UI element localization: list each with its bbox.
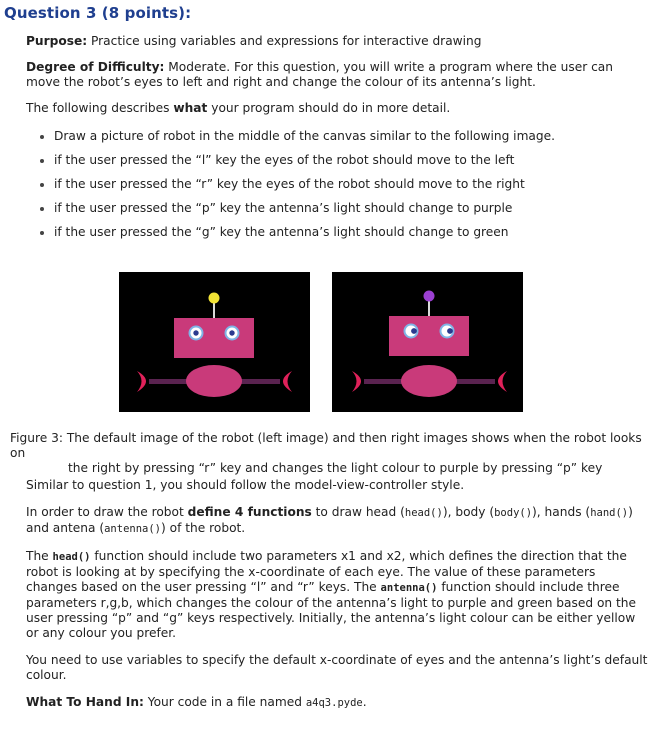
functions-text-5: ) and antena ( [26,505,633,535]
describes-paragraph [26,101,650,116]
code-head: head() [52,551,91,563]
right-hand [283,371,292,392]
code-antenna: antenna() [380,582,438,594]
similar-paragraph: Similar to question 1, you should follow the model-view-controller style. [26,478,465,492]
robot-body [401,365,457,397]
caption-line-2: the right by pressing “r” key and changes the light colour to purple by pressing “p” key [68,461,603,475]
functions-text-3: ), body ( [442,505,495,519]
robot-head [389,316,469,356]
robot-right-drawing [332,272,523,412]
head-para-text-2: function should include two parameters x1 and x2, which defines the direction that the robot is looking at by specifying the x-coordinate of each eye. The value of these parameters changes based on the user pressing “l” and “r” keys. The [26,549,627,594]
hand-in-text: Your code in a file named [143,695,306,709]
right-hand [498,371,507,392]
robot-figure-default [119,272,310,412]
right-pupil [229,330,234,335]
difficulty-label: Degree of Difficulty: [26,60,165,74]
describes-pre: The following describes [26,101,174,115]
antenna-light [209,293,220,304]
difficulty-paragraph [26,60,650,90]
purpose-paragraph [26,34,650,49]
list-item: if the user pressed the “g” key the antenna’s light should change to green [26,225,650,240]
caption-line-1: Figure 3: The default image of the robot (left image) and then right images shows when the robot looks on [10,431,642,460]
figure-caption [10,431,650,476]
hand-in-end: . [362,695,367,709]
code-head: head() [404,507,443,519]
requirements-list [26,129,650,240]
functions-text-2: to draw head ( [311,505,405,519]
robot-default-drawing [119,272,310,412]
functions-text-4: ), hands ( [532,505,591,519]
code-hand: hand() [590,507,629,519]
code-body: body() [494,507,533,519]
left-hand [137,371,146,392]
describes-bold: what [173,101,208,115]
left-pupil [193,330,198,335]
right-pupil [447,328,453,334]
question-body-lower [26,478,650,711]
head-function-paragraph [26,549,650,641]
hand-in-paragraph [26,695,650,711]
code-antenna: antenna() [104,523,162,535]
functions-paragraph [26,505,650,537]
list-item: if the user pressed the “r” key the eyes of the robot should move to the right [26,177,650,192]
functions-bold: define 4 functions [187,505,312,519]
purpose-label: Purpose: [26,34,88,48]
functions-text-6: ) of the robot. [161,521,246,535]
left-hand [352,371,361,392]
variables-paragraph: You need to use variables to specify the default x-coordinate of eyes and the antenna’s light’s default colour. [26,653,648,682]
list-item: Draw a picture of robot in the middle of the canvas similar to the following image. [26,129,650,144]
head-para-text-3: function should include three parameters r,g,b, which changes the colour of the antenna’s light to purple and green based on the user pressing “p” and “g” keys respectively. Initially, the antenna’s light colour can be either yellow or any colour you prefer. [26,580,637,640]
antenna-light [424,291,435,302]
left-pupil [411,328,417,334]
purpose-text: Practice using variables and expressions for interactive drawing [87,34,482,48]
difficulty-text: Moderate. For this question, you will write a program where the user can move the robot’s eyes to left and right and change the colour of its antenna’s light. [26,60,613,89]
question-body [26,34,650,240]
robot-figure-right-purple [332,272,523,412]
question-title: Question 3 (8 points): [4,4,192,22]
describes-post: your program should do in more detail. [207,101,451,115]
list-item: if the user pressed the “p” key the antenna’s light should change to purple [26,201,650,216]
hand-in-label: What To Hand In: [26,695,144,709]
robot-head [174,318,254,358]
head-para-text-1: The [26,549,53,563]
robot-body [186,365,242,397]
functions-text-1: In order to draw the robot [26,505,188,519]
list-item: if the user pressed the “l” key the eyes of the robot should move to the left [26,153,650,168]
hand-in-filename: a4q3.pyde [305,697,363,709]
